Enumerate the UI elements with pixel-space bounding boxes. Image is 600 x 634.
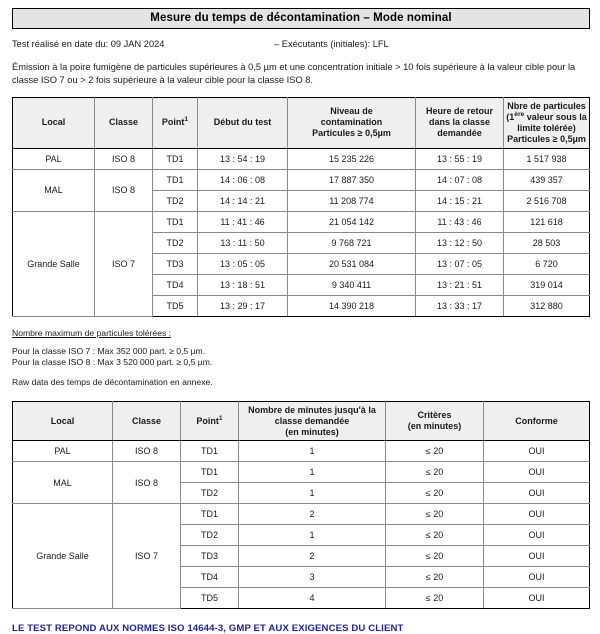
cell-debut: 13 : 11 : 50 — [198, 232, 288, 253]
document-meta — [12, 39, 590, 49]
notes-iso8: Pour la classe ISO 8 : Max 3 520 000 part. ≥ 0,5 µm. — [12, 356, 213, 367]
cell-debut: 14 : 06 : 08 — [198, 169, 288, 190]
cell-criteres: ≤ 20 — [386, 483, 484, 504]
th-niveau-l2: contamination — [320, 117, 383, 128]
cell-niveau: 9 340 411 — [288, 274, 416, 295]
conformity-summary-table — [12, 401, 590, 610]
cell-local: PAL — [13, 441, 113, 462]
cell-debut: 14 : 14 : 21 — [198, 190, 288, 211]
cell-local: PAL — [13, 148, 95, 169]
cell-niveau: 21 054 142 — [288, 211, 416, 232]
cell-classe: ISO 7 — [95, 211, 153, 316]
cell-minutes: 2 — [239, 504, 386, 525]
cell-point: TD4 — [181, 567, 239, 588]
cell-minutes: 1 — [239, 525, 386, 546]
table-row — [13, 148, 590, 169]
cell-heure: 13 : 55 : 19 — [416, 148, 504, 169]
th-classe: Classe — [95, 97, 153, 148]
cell-point: TD1 — [153, 148, 198, 169]
cell-conforme: OUI — [484, 588, 590, 609]
table-row — [13, 211, 590, 232]
cell-nbre: 2 516 708 — [504, 190, 590, 211]
th-nbre-l1: Nbre de particules — [507, 100, 586, 111]
cell-local: MAL — [13, 462, 113, 504]
cell-classe: ISO 8 — [95, 148, 153, 169]
cell-criteres: ≤ 20 — [386, 441, 484, 462]
cell-point: TD1 — [153, 169, 198, 190]
th-nbre-sup: ère — [514, 110, 525, 118]
cell-criteres: ≤ 20 — [386, 525, 484, 546]
cell-niveau: 14 390 218 — [288, 295, 416, 316]
cell-nbre: 319 014 — [504, 274, 590, 295]
th2-criteres-l1: Critères — [417, 410, 452, 421]
cell-niveau: 9 768 721 — [288, 232, 416, 253]
th-niveau-l3: Particules ≥ 0,5µm — [312, 128, 391, 139]
cell-point: TD3 — [153, 253, 198, 274]
cell-minutes: 2 — [239, 546, 386, 567]
cell-debut: 13 : 18 : 51 — [198, 274, 288, 295]
table1-header — [13, 97, 590, 148]
cell-minutes: 1 — [239, 441, 386, 462]
th-heure — [416, 97, 504, 148]
th2-classe: Classe — [113, 401, 181, 441]
th-nbre-l3: limite tolérée) — [517, 122, 576, 133]
notes-iso7: Pour la classe ISO 7 : Max 352 000 part. ≥ 0,5 µm. — [12, 345, 206, 356]
cell-debut: 13 : 29 : 17 — [198, 295, 288, 316]
table-row — [13, 169, 590, 190]
th-point — [153, 97, 198, 148]
cell-point: TD1 — [181, 462, 239, 483]
th-local: Local — [13, 97, 95, 148]
th-nbre-l4: Particules ≥ 0,5µm — [507, 133, 586, 144]
cell-point: TD5 — [153, 295, 198, 316]
cell-criteres: ≤ 20 — [386, 546, 484, 567]
cell-debut: 13 : 54 : 19 — [198, 148, 288, 169]
th-heure-l2: dans la classe — [428, 117, 491, 128]
th-point-footnote: 1 — [184, 116, 189, 124]
cell-local: Grande Salle — [13, 211, 95, 316]
cell-point: TD1 — [153, 211, 198, 232]
cell-classe: ISO 7 — [113, 504, 181, 609]
table-row — [13, 504, 590, 525]
th2-point-footnote: 1 — [218, 414, 223, 422]
cell-classe: ISO 8 — [113, 441, 181, 462]
cell-minutes: 1 — [239, 483, 386, 504]
cell-minutes: 3 — [239, 567, 386, 588]
cell-criteres: ≤ 20 — [386, 504, 484, 525]
cell-point: TD4 — [153, 274, 198, 295]
table2-header — [13, 401, 590, 441]
th-debut: Début du test — [198, 97, 288, 148]
cell-conforme: OUI — [484, 504, 590, 525]
th2-minutes-l2: classe demandée — [274, 415, 350, 426]
th2-point-label: Point — [196, 415, 219, 426]
cell-nbre: 6 720 — [504, 253, 590, 274]
th2-minutes — [239, 401, 386, 441]
th-niveau — [288, 97, 416, 148]
cell-heure: 14 : 07 : 08 — [416, 169, 504, 190]
cell-heure: 13 : 21 : 51 — [416, 274, 504, 295]
th-nbre-l2a: (1 — [506, 111, 515, 122]
cell-debut: 13 : 05 : 05 — [198, 253, 288, 274]
cell-point: TD5 — [181, 588, 239, 609]
cell-heure: 13 : 07 : 05 — [416, 253, 504, 274]
cell-classe: ISO 8 — [113, 462, 181, 504]
table-row — [13, 441, 590, 462]
cell-local: MAL — [13, 169, 95, 211]
cell-criteres: ≤ 20 — [386, 588, 484, 609]
cell-point: TD2 — [153, 190, 198, 211]
th2-minutes-l1: Nombre de minutes jusqu'à la — [248, 404, 376, 415]
th-heure-l1: Heure de retour — [425, 106, 494, 117]
th-nbre — [504, 97, 590, 148]
cell-conforme: OUI — [484, 483, 590, 504]
th2-point — [181, 401, 239, 441]
cell-point: TD3 — [181, 546, 239, 567]
th-point-label: Point — [161, 117, 185, 128]
cell-conforme: OUI — [484, 441, 590, 462]
cell-minutes: 4 — [239, 588, 386, 609]
cell-point: TD2 — [181, 483, 239, 504]
decontamination-measurements-table — [12, 97, 590, 317]
th-heure-l3: demandée — [437, 128, 482, 139]
cell-minutes: 1 — [239, 462, 386, 483]
cell-heure: 11 : 43 : 46 — [416, 211, 504, 232]
cell-criteres: ≤ 20 — [386, 567, 484, 588]
cell-debut: 11 : 41 : 46 — [198, 211, 288, 232]
cell-conforme: OUI — [484, 546, 590, 567]
th2-local: Local — [13, 401, 113, 441]
th-niveau-l1: Niveau de — [330, 106, 373, 117]
cell-conforme: OUI — [484, 462, 590, 483]
cell-conforme: OUI — [484, 567, 590, 588]
cell-nbre: 1 517 938 — [504, 148, 590, 169]
test-date: Test réalisé en date du: 09 JAN 2024 — [12, 39, 165, 49]
cell-niveau: 17 887 350 — [288, 169, 416, 190]
cell-niveau: 20 531 084 — [288, 253, 416, 274]
th2-minutes-l3: (en minutes) — [285, 426, 339, 437]
notes-title: Nombre maximum de particules tolérées : — [12, 327, 172, 338]
cell-point: TD1 — [181, 504, 239, 525]
th-nbre-l2b: valeur sous la — [524, 111, 587, 122]
th2-criteres — [386, 401, 484, 441]
cell-niveau: 15 235 226 — [288, 148, 416, 169]
compliance-statement: LE TEST REPOND AUX NORMES ISO 14644-3, GMP ET AUX EXIGENCES DU CLIENT — [12, 623, 404, 634]
table1-body — [13, 148, 590, 316]
cell-nbre: 121 618 — [504, 211, 590, 232]
cell-point: TD2 — [153, 232, 198, 253]
cell-niveau: 11 208 774 — [288, 190, 416, 211]
cell-criteres: ≤ 20 — [386, 462, 484, 483]
th2-conforme: Conforme — [484, 401, 590, 441]
cell-nbre: 439 357 — [504, 169, 590, 190]
cell-local: Grande Salle — [13, 504, 113, 609]
document-title: Mesure du temps de décontamination – Mode nominal — [12, 8, 590, 29]
notes-rawdata: Raw data des temps de décontamination en annexe. — [12, 377, 213, 388]
table-row — [13, 462, 590, 483]
table2-body — [13, 441, 590, 609]
cell-heure: 14 : 15 : 21 — [416, 190, 504, 211]
cell-nbre: 28 503 — [504, 232, 590, 253]
cell-heure: 13 : 12 : 50 — [416, 232, 504, 253]
cell-classe: ISO 8 — [95, 169, 153, 211]
cell-heure: 13 : 33 : 17 — [416, 295, 504, 316]
tolerance-notes — [12, 328, 590, 389]
test-operator: – Exécutants (initiales): LFL — [274, 39, 389, 49]
intro-paragraph: Émission à la poire fumigène de particules supérieures à 0,5 µm et une concentration initiale > 10 fois supérieure à la valeur cible pour la classe ISO 7 ou > 2 fois supérieure à la valeur cible pour la classe ISO 8. — [12, 62, 576, 85]
cell-nbre: 312 880 — [504, 295, 590, 316]
cell-conforme: OUI — [484, 525, 590, 546]
cell-point: TD1 — [181, 441, 239, 462]
th2-criteres-l2: (en minutes) — [407, 421, 462, 432]
cell-point: TD2 — [181, 525, 239, 546]
